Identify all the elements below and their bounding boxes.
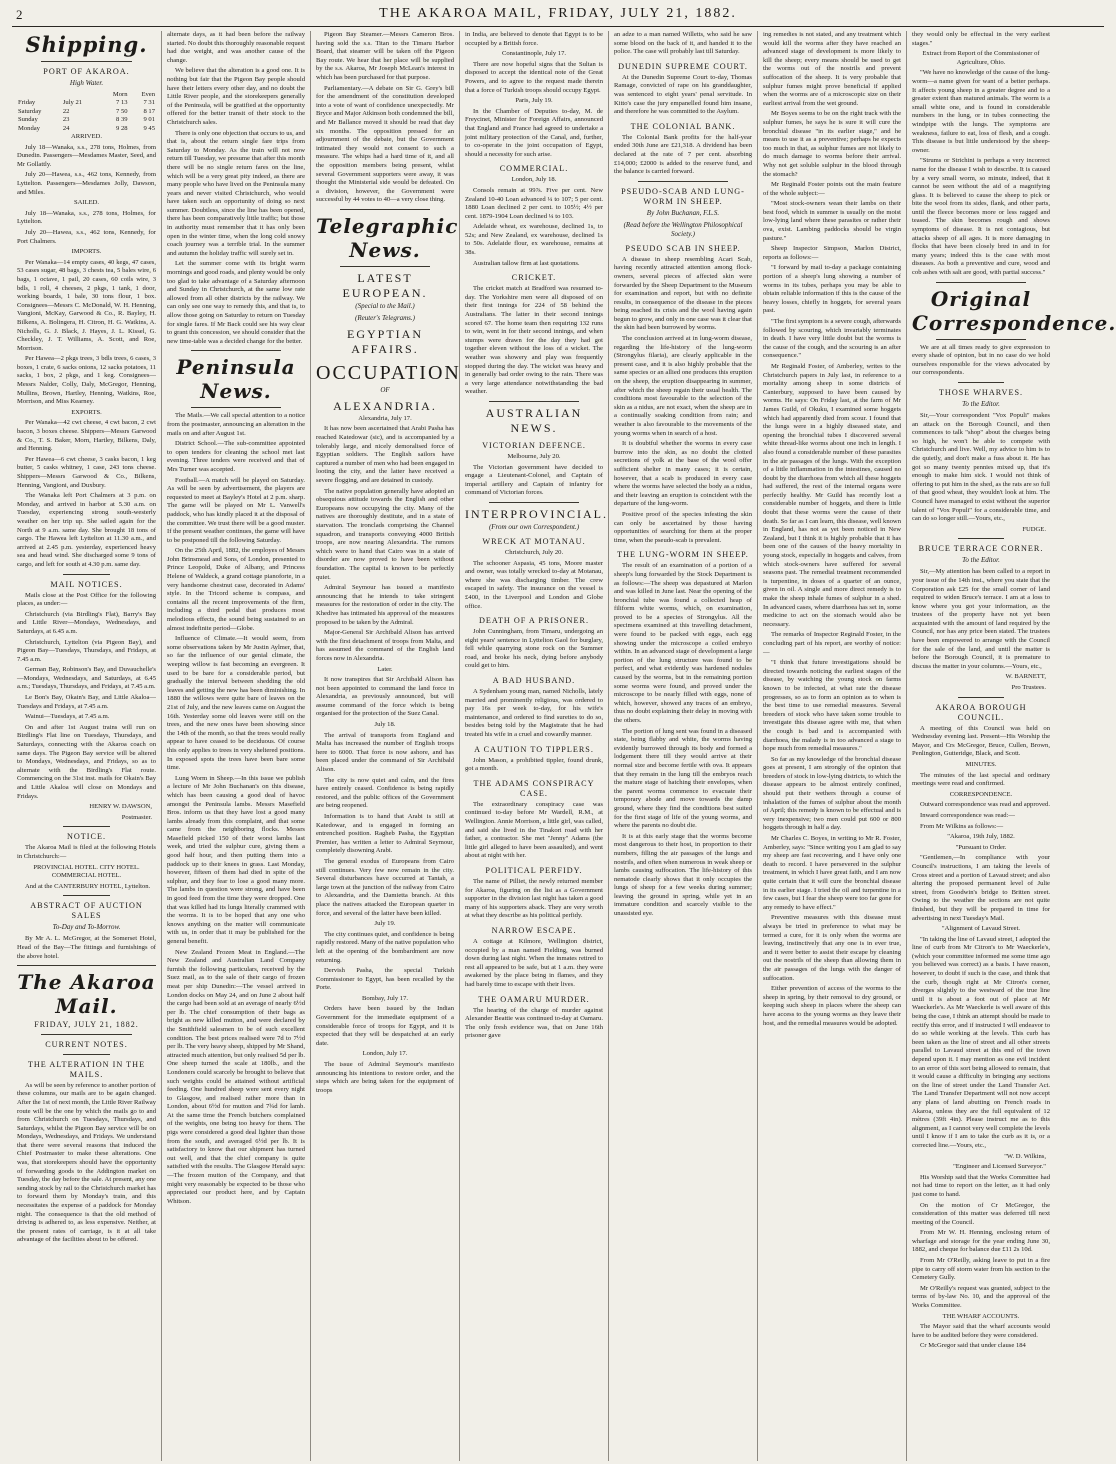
column-1 — [12, 31, 161, 1461]
article-paragraph: There are now hopeful signs that the Sultan is disposed to accept the identical note of the Great Powers, and to agree to the request made therein that a force of Turkish troops should occupy Egypt. — [465, 60, 603, 94]
tide-table — [17, 91, 156, 133]
article-paragraph: The Mayor said that the wharf accounts would have to be audited before they were considered. — [912, 1323, 1050, 1339]
mails-alteration-heading: THE ALTERATION IN THE MAILS. — [27, 1059, 146, 1079]
article-paragraph: The portion of lung sent was found in a diseased state, being flabby and white, the worms having evidently burrowed through its body and formed a lodgement there till they would arrive at their normal size and become fertile with ova. It appears that they remain in the lung till the embryos reach the mature stage of hatching their envelopes, when the parent worms commence to evacuate their temporary abode and move towards the damp ground, where they find the conditions best suited for the first stage of life of the young worms, and where the parents no doubt die. — [614, 727, 752, 830]
article-paragraph: The general exodus of Europeans from Cairo still continues. Very few now remain in the city. Several disturbances have occurred at Tantah, a large town at the junction of the railway from Cairo to Alexandria, and the Damietta branch. At this place the natives attacked the European quarter in force, and several of the latter have been killed. — [316, 857, 454, 917]
article-paragraph: Cr McGregor said that under clause 184 — [920, 1342, 1026, 1350]
mail-notice: German Bay, Robinson's Bay, and Duvauchelle's—Mondays, Wednesdays, and Saturdays, at 6.45 a.m.; Tuesdays, Thursdays, and Fridays, at 7.45 a.m. — [17, 666, 156, 691]
tide-day: Friday — [18, 99, 36, 107]
arrival-entry: July 18—Wanaka, s.s., 278 tons, Holmes, from Dunedin. Passengers—Mesdames Master, Seed, and Mr Gollattly. — [17, 143, 156, 168]
lung-worm-heading: PSEUDO-SCAB AND LUNG-WORM IN SHEEP. — [621, 186, 745, 206]
tide-even: 9 45 — [143, 124, 155, 132]
divider — [41, 61, 132, 62]
article-paragraph: It now transpires that Sir Archibald Alison has not been appointed to command the land force in Alexandria, as previously announced, but will assume command of the force which is being organised for the protection of the Suez Canal. — [316, 676, 454, 718]
lungworm-heading: THE LUNG-WORM IN SHEEP. — [617, 550, 749, 560]
article-paragraph: John Cunningham, from Timaru, undergoing an eight years' sentence in Lyttelton Gaol for burglary, fell while quarrying stone rock on the Summer road, and broke his neck, dying before anybody could get to him. — [465, 628, 603, 670]
tide-morn: 7 50 — [116, 107, 128, 115]
divider — [63, 826, 110, 827]
dateline: Christchurch, July 20. — [504, 548, 564, 556]
article-paragraph: We believe that the alteration is a good one. It is nothing but fair that the Pigeon Bay people should have their letters every other day, and no doubt the Little River people, and the storekeepers generally of the Peninsula, will be gratified at the opportunity offered for the better transit of their stock to the Christchurch sales. — [167, 67, 305, 126]
imports-label: IMPORTS. — [71, 248, 102, 256]
postmaster-name: HENRY W. DAWSON, — [89, 803, 152, 811]
article-paragraph: In the Chamber of Deputies to-day, M. de Freycinet, Minister for Foreign Affairs, announced that England and France had agreed to undertake a joint military protection of the Canal, and, further, to co-operate in the joint occupation of Egypt, should a necessity for such arise. — [465, 107, 603, 158]
divider — [63, 574, 110, 575]
to-the-editor: To the Editor. — [962, 556, 1000, 565]
wharves-heading: THOSE WHARVES. — [938, 388, 1024, 397]
postmaster-title: Postmaster. — [121, 813, 152, 821]
letter-text: "In taking the line of Lavaud street, I adopted the line of curb from Mr Citron's to Mr Waeckerle's, (which your committee informed me some time ago you believed was correct) as a basis. I have reason, however, to doubt if such is the case, and think that the curb, though right at Mr Citron's corner, diverges slightly to the westward of the true line until it is about a foot out of place at Mr Waeckerle's. As Mr Waeckerle is well aware of this being the case, I think an attempt should be made to rectify this error, and if instructed I will endeavor to do so while working at the levels. This curb has been taken as the line of street and all other streets parallel to Lavaud street at this end of the town depend upon it. I may mention as one evil incident to an error of this sort being allowed to remain, that it would cause a difficulty in bringing any sections on the line of street under the Land Transfer Act. The Land Transfer Department will not now accept any plans of land abutting on French roads in Akaroa, unless they are the full equivalent of 12 mètres (39ft 4in). Please instruct me as to this alignment, as I cannot very well complete the levels until I know if I am to take the curb as it is, or a corrected line.—Yours, etc., — [912, 935, 1050, 1149]
article-paragraph: Either prevention of access of the worms to the sheep in spring, by their removal to dry ground, or keeping such sheep in places where the sheep can have access to the young worms as they leave their host, and the remedial measures would be adopted. — [763, 985, 901, 1027]
news-item: District School.—The sub-committee appointed to open tenders for cleaning the school met last evening. Three tenders were received and that of Mrs Turner was accepted. — [167, 440, 305, 473]
dateline: July 18. — [374, 721, 396, 729]
bank-heading: THE COLONIAL BANK. — [630, 121, 736, 131]
article-paragraph: Let the summer come with its bright warm mornings and good roads, and plenty would be only too glad to take advantage of a Saturday afternoon and Sunday in Christchurch, at the same low rate allowed from all other districts by the railway. We can only see one way to remedy this, and that is, to allow those going on Saturday to return on Tuesday for single fares. If Mr Back could see his way clear to grant this concession, we should consider that the new time-table was a decided change for the better. — [167, 260, 305, 345]
article-paragraph: Mr Reginald Foster, of Amberley, writes to the Christchurch papers in July last, in reference to a mortality among sheep in some districts of Canterbury, supposed to have been caused by worms. He says: On Friday last, at the farm of Mr James Guild, of Okuku, I examined some hoggets which had apparently died from scour. I found that the lungs were in a highly diseased state, and opening the bronchial tubes I discovered several white thread-like worms about one inch in length. I also found a considerable number of these parasites in the air passages of the lungs. With the exception of a little inflammation in the intestines, caused no doubt by the diarrhoea from which all these hoggets had suffered, the rest of the internal organs were perfectly healthy. Mr Guild has recently lost a considerable number of hoggets, and there is little doubt that these worms were the cause of their death. So far as I can learn, this disease, well known in England, has not as yet been noticed in New Zealand, but I think it is highly probable that it has been one of the causes of the heavy mortality in young stock, especially in hoggets and calves, from which stock-owners have suffered for several seasons past. The remedial treatment recommended is turpentine, in doses of a quarter of an ounce, given in oil. A single and more direct remedy is to make the sheep inhale fumes of sulphur in a shed. In advanced cases, where diarrhoea has set in, some medicine to act on the stomach would also be necessary. — [763, 362, 901, 628]
high-water-label: High Water. — [69, 79, 104, 87]
wharf-accounts-label: THE WHARF ACCOUNTS. — [942, 1312, 1020, 1320]
report-source: Extract from Report of the Commissioner of Agriculture, Ohio. — [922, 50, 1040, 66]
article-paragraph: "I think that future investigations should be directed towards noticing the earliest stages of the disease, by watching the young stock on farms known to be infected, at what rate the disease progresses, so as to form an opinion as to when is the best time to use remedial measures. Several breeders of stock who have taken some trouble to investigate this disease agree with me, that when the cough is bad and is accompanied with diarrhoea, the malady is in too advanced a stage to hope much from remedial measures." — [763, 659, 901, 753]
tide-header: Morn — [112, 91, 128, 98]
article-paragraph: The Colonial Bank profits for the half-year ended 30th June are £21,318. A dividend has been declared at the rate of 7 per cent. absorbing £14,000; £2000 is added to the reserve fund, and the balance is carried forward. — [614, 133, 752, 176]
council-heading: AKAROA BOROUGH COUNCIL. — [935, 702, 1027, 722]
letter-date: "Akaroa, 19th July, 1882. — [947, 833, 1015, 841]
dateline: July 19. — [374, 920, 396, 928]
special-to-mail: (Special to the Mail.) — [355, 301, 415, 310]
article-paragraph: "The first symptom is a severe cough, afterwards followed by scouring, which invariably terminates in death. I have very little doubt but the worms is the cause of the cough, and the scouring is an after consequence." — [763, 318, 901, 360]
cricket-heading: CRICKET. — [511, 273, 557, 283]
lecture-author: By John Buchanan, F.L.S. — [646, 208, 720, 217]
mail-notice: On and after 1st August trains will run on Birdling's Flat line on Tuesdays, Thursdays, and Saturdays, connecting with the Akaroa coach on same days. The Pigeon Bay service will be altered to Mondays, Wednesdays, and Fridays, so as to alternate with the Birdling's Flat route. Commencing on the 31st inst. mails for Okain's Bay and Little Akaloa will close on Mondays and Fridays. — [17, 723, 156, 800]
news-item: Parliamentary.—A debate on Sir G. Grey's bill for the amendment of the constitution developed into a vote of want of confidence unexpectedly. Mr Bryce and Major Atkinson both condemned the bill, and Mr Ballance moved it should be read that day six months. The opposition pressed for an adjournment of the debate, but the Government intimated they would not consent to such a measure. The whips had a hard time of it, and all the opposition members being present, whilst several Government supporters were away, it was thought the Ministerial side would be defeated. On a division, however, the Government were successful by 44 votes to 40—a very close thing. — [316, 84, 454, 204]
article-paragraph: The city is now quiet and calm, and the fires have entirely ceased. Confidence is being rapidly restored, and the public offices of the Government are being reopened. — [316, 776, 454, 810]
lecture-source: (Read before the Wellington Philosophical Society.) — [623, 220, 743, 238]
correspondence-label: CORRESPONDENCE. — [949, 790, 1013, 798]
article-paragraph: As will be seen by reference to another portion of these columns, our mails are to be again changed. After the 1st of next month, the Little River Railway route will be the one by which the mails go to and from Christchurch on Tuesdays, Thursdays, and Saturdays, whilst the Pigeon Bay service will be on Mondays, Wednesdays, and Fridays. We understand that there were several reasons that induced the Chief Postmaster to make these alterations. One was, that storekeepers should have the opportunity of forwarding goods to the Addington market on Tuesday, the day before the sale. At present, any one sending stock by rail to the Christchurch market has to forward them by Monday's train, and this necessitates the expense of a paddock for Monday night. The consequence is that the old method of driving is adhered to, as less expensive. Neither, at the present rates of carriage, is it at all take advantage of the facilities about to be offered. — [17, 1081, 156, 1244]
letter-signature-title: "Engineer and Licensed Surveyor." — [953, 1163, 1046, 1171]
article-paragraph: From Mr O'Reilly, asking leave to put in a fire pipe to carry off storm water from his section to the Cemetery Gully. — [912, 1257, 1050, 1282]
article-paragraph: The issue of Admiral Seymour's manifesto announcing his intentions to restore order, and the steps which are being taken for the equipment of troops — [316, 1061, 454, 1094]
article-paragraph: The city continues quiet, and confidence is being rapidly restored. Many of the native population who left at the opening of the bombardment are now returning. — [316, 930, 454, 964]
tide-row — [17, 108, 156, 116]
page-title: THE AKAROA MAIL, FRIDAY, JULY 21, 1882. — [379, 6, 737, 21]
victorian-defence-heading: VICTORIAN DEFENCE. — [482, 440, 586, 450]
oamaru-heading: THE OAMARU MURDER. — [478, 994, 590, 1004]
tide-morn: 7 13 — [116, 99, 128, 107]
article-paragraph: ing remedies is not stated, and any treatment which would kill the worms after they have reached an advanced stage of development is more likely to kill the sheep; every means should be used to get the worms out of the nostrils and prevent suffocation of the sheep. It is very probable that sulphur fumes might prove beneficial if applied when the worms are of a microscopic size on their earliest arrival from the wet ground. — [763, 31, 901, 107]
tide-morn: 9 28 — [116, 124, 128, 132]
later-label: Later. — [377, 665, 393, 673]
column-2 — [161, 31, 310, 1461]
adams-heading: THE ADAMS CONSPIRACY CASE. — [473, 778, 595, 798]
tide-header — [62, 91, 99, 99]
article-paragraph: The conclusion arrived at in lung-worm disease, regarding the life-history of the lung-worm (Strongylus filaria), are clearly applicable in the present case, and it is also highly probable that the same species or an allied one produces this eruption on the sheep, the eruption disappearing in summer, after which the sheep regain their usual health. The conditions most favourable to the selection of the skin as a nidus, are not exact, when the sheep are in a continually soaking condition from rain; and weather is also favourable to the movements of the young worms when in search of a host. — [614, 335, 752, 437]
article-paragraph: From Mr W. H. Henning, enclosing return of wharfage and storage for the year ending June 30, 1882, and cheque for balance due £11 2s 10d. — [912, 1229, 1050, 1254]
sailing-entry: July 18—Wanaka, s.s., 278 tons, Holmes, for Lyttelton. — [17, 209, 156, 226]
interprovincial-heading: INTERPROVINCIAL. — [465, 506, 608, 521]
news-item: New Zealand Frozen Meat in England.—The New Zealand and Australian Land Company furnish the following particulars, received by the Suez mail, as to the sale of their cargo of frozen meat per ship Dunedin:—The vessel arrived in London docks on May 24, and on June 2 about half the cargo had been sold at an average of nearly 6½d per lb. The chief consumption of their bags as bright as new killed mutton, and were declared by the Smithfield salesmen to be of such excellent condition. The best prices realised were 7d to 7½d per lb. The very heavy sheep, shipped by Mr Shand, attracted much attention, but only realised 5d per lb. One sheep turned the scale at 180lb., and the Londoners could scarcely be brought to believe that such weights could be attained without artificial feeding. One hundred sheep were sent every night to Glasgow, and realised rather more than in London, about 6½d for mutton and 7¾d for lamb. At the same time the French butchers complained of the weights, one being too heavy for them. The pigs were considered a good deal lighter than those from the south, and averaged 6½d per lb. It is satisfactory to know that our shipment has turned out well, and that the chief company is quite satisfied with the results. The Glasgow Herald says:—The frozen mutton of the Company, and that might very reasonably be expected to be those who appreciated our product here, and by Captain Whitson. — [167, 948, 305, 1205]
article-paragraph: "I forward by mail to-day a package containing portion of a sheep's lung showing a number of worms in its tubes, perhaps you may be able to obtain reliable information if this is the cause of the heavy losses, chiefly in hoggets, for several years past. — [763, 264, 901, 315]
article-paragraph: A Sydenham young man, named Nicholls, lately married and prominently religious, was ordered to pay 16s per week to-day, for his wife's maintenance, and ordered to find sureties to do so, besides being told by the Magistrate that he had treated his wife in a cruel and cowardly manner. — [465, 688, 603, 739]
tide-morn: 8 39 — [116, 116, 128, 124]
arrived-label: ARRIVED. — [71, 133, 102, 141]
news-item: On the 25th April, 1882, the employes of Messrs John Brinsmead and Sons, of London, presented to Prince Leopold, Duke of Albany, and Princess Helene of Waldeck, a grand cottage pianoforte, in a very handsome chestnut case, decorated in Adams' style. In the Tricord scheme is compass, and contains all the recent improvements of the firm, including a third pedal that produces most melodious effects, the sound being sustained to an almost indefinite period—Globe. — [167, 547, 305, 632]
tide-date: 24 — [62, 124, 70, 132]
letter-signature: "W. D. Wilkins, — [1004, 1152, 1046, 1160]
notice-heading: NOTICE. — [66, 832, 107, 842]
article-paragraph: The native population generally have adopted an obsequious attitude towards the English and other Europeans now occupying the city. Many of the natives are thoroughly destitute, and in a state of starvation. The ironclads comprising the Channel squadron, and transports conveying 4000 British troops, are now nearing Alexandria. The rumors which were to hand that Cairo was in a state of disorder are now proved to have been without foundation. The capital is known to be perfectly quiet. — [316, 487, 454, 581]
letter-text: Sir,—Your correspondent "Vox Populi" makes an attack on the Borough Council, and then commences to talk "shop" about the charges being so high, he won't be able to compete with Christchurch and live. Well, my advice to him is to die quietly, and don't make a fuss about it. He has got so many twenty pennies mixed up, that it's enough to make him sick. I would not think of offering to put him in the shed, as the rats are so full of that good wheat, they wouldn't look at him. The Council have managed to exist without the superior talent of "Vox Populi" for a considerable time, and can do so longer still.—Yours, etc., — [912, 412, 1050, 523]
commercial-heading: COMMERCIAL. — [499, 164, 569, 174]
news-item: The Mails.—We call special attention to a notice from the postmaster, announcing an alteration in the mails on and after August 1st. — [167, 412, 305, 437]
tide-day: Saturday — [18, 107, 42, 115]
shipping-note: The Wanaka left Port Chalmers at 3 p.m. on Monday, and arrived in harbor at 5.30 a.m. on Tuesday, experiencing strong south-westerly weather on her trip up. She sailed again for the North at 9 a.m. same day. She brought 18 tons of cargo. The Hawea left Lyttelton at 11.30 a.m., and arrived at 2.45 p.m. yesterday, experienced heavy sea and head wind. She discharged some 9 tons of cargo, and left for south at 4.30 p.m. same day. — [17, 492, 156, 568]
letter-text: Sir,—My attention has been called to a report in your issue of the 14th inst., where you state that the Corporation ask £25 for the small corner of land required to widen Bruce's terrace. I am at a loss to know where you got your information, as the trustees of the property have not yet been acquainted with the amount of land required by the Council, nor has any price been stated. The trustees have been empowered to arrange with the Council for the sale of the land, and until the matter is before the Borough Council, it is premature to discuss the matter in your columns.—Yours, etc., — [912, 568, 1050, 670]
sailed-label: SAILED. — [73, 199, 100, 207]
australian-news-heading: AUSTRALIAN NEWS. — [485, 405, 583, 435]
dateline: Paris, July 19. — [515, 97, 553, 105]
divider — [936, 339, 1026, 340]
to-the-editor: To the Editor. — [962, 400, 1000, 408]
article-paragraph: The extraordinary conspiracy case was continued to-day before Mr Wardell, R.M., at Wellington. Annie Morrison, a little girl, was called, and said she lived in the Tinakori road with her father, a contractor. She met "Jenny" Adams (the little girl alleged to have been assaulted), and went about at night with her. — [465, 800, 603, 860]
exports-entry: Per Hawea—6 cwt cheese, 3 casks bacon, 1 keg butter, 5 casks whitney, 1 case, 243 tons cheese. Shippers—Messrs Garwood & Co., Bilkens, Henning, Vangioni, and Duxbury. — [17, 455, 156, 489]
divider — [340, 266, 430, 267]
article-paragraph: Mr Charles C. Boyes, in writing to Mr R. Foster, Amberley, says: "Since writing you I am glad to say my sheep are fast recovering, and I have only one death to record. I have persevered in the sulphur treatment, in which I have great faith, and I am now quite certain that it will cure the bronchial disease in its earlier stage. I tried the oil and turpentine in a few cases, but I fear the sheep were too far gone for any remedy to have effect." — [763, 835, 901, 911]
arrival-entry: July 20—Hawea, s.s., 462 tons, Kennedy, from Lyttelton. Passengers—Mesdames Jolly, Dawson, and Miles. — [17, 171, 156, 196]
article-paragraph: they would only be effectual in the very earliest stages." — [912, 31, 1050, 47]
mail-notice: Mails close at the Post Office for the following places, as under:— — [17, 591, 156, 608]
sailing-entry: July 20—Hawea, s.s., 462 tons, Kennedy, for Port Chalmers. — [17, 228, 156, 245]
divider — [17, 965, 156, 966]
of-label: OF — [380, 385, 390, 394]
tide-day: Sunday — [18, 116, 38, 124]
article-paragraph: A cottage at Kilmore, Wellington district, occupied by a man named Fielding, was burned down during last night. When the inmates retired to rest all appeared to be safe, but at 1 a.m. they were awakened by the place being in flames, and they had barely time to escape with their lives. — [465, 937, 603, 988]
peninsula-news-title: Peninsula News. — [176, 355, 296, 404]
news-item: Football.—A match will be played on Saturday. As will be seen by advertisement, the players are requested to meet at Bayley's Hotel at 2 p.m. sharp. The game will be played on Mr L. Vanwell's paddock, who has kindly placed it at the disposal of the committee. We trust there will be a good muster. If the present weather continues, the game will have to be postponed till the following Saturday. — [167, 476, 305, 544]
divider — [340, 209, 430, 210]
notice-text: The Akaroa Mail is filed at the following Hotels in Christchurch:— — [17, 844, 156, 860]
tide-day: Monday — [18, 124, 40, 132]
letter-sub: "Pursuant to Order. — [955, 843, 1007, 851]
article-paragraph: A disease in sheep resembling Acari Scab, having recently attracted attention among flock-owners, several pieces of affected skin were forwarded by the Sheep Department to the Museum for examination and report, but with no definite results, in consequence of the disease in the pieces being reached its crisis and the wool having again begun to grow, and only in one case was it clear that the skin had been burrowed by worms. — [614, 255, 752, 332]
auction-text: By Mr A. L. McGregor, at the Somerset Hotel, Head of the Bay—The fittings and furnishings of the above hotel. — [17, 935, 156, 960]
article-paragraph: It is at this early stage that the worms become most dangerous to their host, in proportion to their numbers, filling the air passages of the lungs and nostrils, and often when numerous in weak sheep or lambs causing suffocation. The life-history of this nematode clearly shows that it only occupies the lungs of sheep for a few weeks during summer; leaving the ground in spring, while yet in an immature condition and scarcely visible to the unassisted eye. — [614, 832, 752, 918]
article-paragraph: Mr Reginald Foster points out the main feature of the whole subject:— — [763, 181, 901, 197]
divider — [958, 697, 1004, 698]
article-paragraph: Preventive measures with this disease must always be tried in preference to what may be termed a cure, for it is only when the worms are leaving, instinctively that any one is in ever true, and it were better to assist their escape by cleaning out the nostrils of the sheep than allowing them in the air passages of the lungs with the danger of suffocation. — [763, 914, 901, 982]
tide-date: 22 — [62, 107, 70, 115]
imports-entry: Per Wanaka—14 empty cases, 40 kegs, 47 cases, 53 cases sugar, 48 bags, 3 chests tea, 5 bales wire, 6 bags, 1 octave, 1 pail, 20 cases, 60 coils wire, 3 bdls, 1 roll, 4 cheeses, 2 pkgs, 1 tank, 1 door, working boards, 1 bale, 30 tons flour, 1 box. Consignees—Messrs C. McDonald, W. H. Henning, Vangioni, McKay, Garwood & Co., R. Bayley, H. Bilkens, A. Bolingera, H. Citron, H. G. Watkins, A. Nicholls, G. J. Black, J. Hayes, J. L. Kissel, G. Checkley, J. T. Williams, A. Scott, and Roe, Morrison. — [17, 258, 156, 352]
article-paragraph: The cricket match at Bradford was resumed to-day. The Yorkshire men were all disposed of on their first innings for 224 of 58 behind the Australians. The latter in their second innings scored 67. The home team then requiring 132 runs to win, went in for their second innings, and when stumps were drawn for the day they had got together eleven without the loss of a wicket. The weather was showery and play was frequently stopped during the day. The wicket was heavy and in generally bad order owing to the rain. There was a very large attendance notwithstanding the bad weather. — [465, 285, 603, 396]
port-heading: PORT OF AKAROA. — [43, 67, 130, 76]
article-paragraph: From Mr Wilkins as follows:— — [920, 822, 1004, 830]
article-paragraph: His Worship said that the Works Committee had not had time to report on the letter, as it had only just come to hand. — [912, 1173, 1050, 1198]
mail-notices-heading: MAIL NOTICES. — [50, 579, 123, 589]
divider — [63, 895, 110, 896]
dateline: Melbourne, July 20. — [507, 452, 561, 460]
article-paragraph: "Strums or Strichini is perhaps a very incorrect name for the disease I wish to describe. It is caused by a very small worm, so minute, indeed, that it cannot be seen without the aid of a magnifying glass. It is believed to cause the sheep to pick or bite the wool from its sides, flank, and other parts, until the fleece becomes more or less ragged and teased. The skin becomes rough and shows symptoms of disease. It is not contagious, but attacks sheep of all ages. It is more damaging in flocks that have been closely bred in and in for many years; indeed this is the case with most diseases. As both a preventive and cure, wood and cob ashes with salt are good, with partial success." — [912, 157, 1050, 277]
latest-european-heading: LATEST EUROPEAN. — [342, 270, 428, 300]
article-paragraph: The minutes of the last special and ordinary meetings were read and confirmed. — [912, 771, 1050, 788]
article-paragraph: Dervish Pasha, the special Turkish Commissioner to Egypt, has been recalled by the Porte. — [316, 967, 454, 992]
husband-heading: A BAD HUSBAND. — [492, 676, 576, 686]
telegraphic-news-title: Telegraphic News. — [316, 213, 459, 262]
article-paragraph: Adelaide wheat, ex warehouse, declined 1s, to 52s; and New Zealand, ex warehouse, declined 1s to 50s. Adelaide flour, ex warehouse, remains at 38s. — [465, 223, 603, 257]
mail-notice: Christchurch, Lyttelton (via Pigeon Bay), and Pigeon Bay—Tuesdays, Thursdays, and Fridays, at 7.45 a.m. — [17, 638, 156, 663]
article-paragraph: Orders have been issued by the Indian Government for the immediate equipment of a considerable force of troops for Egypt, and it is expected that they will be despatched at an early date. — [316, 1005, 454, 1047]
article-paragraph: Positive proof of the species infesting the skin can only be ascertained by those having opportunities of searching for them at the proper time, when the pseudo-scab is prevalent. — [614, 510, 752, 544]
article-paragraph: A meeting of this Council was held on Wednesday evening last. Present—His Worship the Mayor, and Crs McGregor, Bruce, Cullen, Brown, Penlington, Gutteridge, Black, and Scott. — [912, 724, 1050, 758]
article-paragraph: in India, are believed to denote that Egypt is to be occupied by a British force. — [465, 31, 603, 47]
occupation-heading: OCCUPATION — [316, 361, 461, 384]
article-paragraph: It has now been ascertained that Arabi Pasha has reached Katedowar (sic), and is accompanied by a tolerably large, and nicely demoralised force of Egyptian soldiers. The English sailors have captured a number of men who had been engaged in looting the city, and the latter have received a severe flogging, and are detained in custody. — [316, 425, 454, 485]
reuters-label: (Reuter's Telegrams.) — [355, 313, 415, 322]
divider — [936, 282, 1026, 283]
letter-signature: FUDGE. — [1022, 525, 1046, 533]
letter-sub: "Alignment of Lavaud Street. — [941, 925, 1021, 933]
egyptian-affairs-heading: EGYPTIAN AFFAIRS. — [347, 326, 423, 356]
dateline: Constantinople, July 17. — [501, 50, 567, 58]
letter-text: "Gentlemen,—In compliance with your Council's instructions, I am taking the levels of Cross street and a portion of Lavaud street; and also altering the proposed permanent level of Julie street, from Goodwin's bridge to Britten street. Owing to the weather the sections are not quite finished, but they will be prepared in time for advertising in next Tuesday's Mail. — [912, 854, 1050, 922]
bruce-terrace-heading: BRUCE TERRACE CORNER. — [918, 544, 1044, 554]
article-paragraph: The Victorian government have decided to engage a Lieutenant-Colonel, and Captain of imperial artillery and Captain of infantry for command of Victorian forces. — [465, 463, 603, 497]
interprovincial-sub: (From our own Correspondent.) — [488, 522, 580, 531]
death-heading: DEATH OF A PRISONER. — [478, 616, 590, 626]
divider — [958, 538, 1004, 539]
wreck-heading: WRECK AT MOTANAU. — [482, 536, 586, 546]
article-paragraph: "We have no knowledge of the cause of the lung-worm—a name given for want of a better perhaps. It affects young sheep in a greater degree and to a greater extent than matured animals. The worm is a small white one, and is found in considerable numbers in the lung, or in tubes connecting the windpipe with the lungs. The symptoms are weakness, failure to eat, loss of flesh, and a cough. This disease is but little understood by the sheep-owner. — [912, 69, 1050, 154]
article-paragraph: an adze to a man named Willetts, who said he saw some blood on the back of it, and handed it to the police. The case will probably last till Saturday. — [614, 31, 752, 56]
tide-row — [17, 99, 156, 107]
column-5 — [608, 31, 757, 1461]
political-heading: POLITICAL PERFIDY. — [485, 865, 583, 875]
tide-row — [17, 125, 156, 133]
article-paragraph: John Mason, a prohibited tippler, found drunk, got a month. — [465, 756, 603, 773]
divider — [191, 407, 281, 408]
notice-hotels: PROVINCIAL HOTEL. CITY HOTEL. COMMERCIAL HOTEL. — [33, 863, 140, 880]
columns — [12, 31, 1116, 1461]
article-paragraph: Inward correspondence was read:— — [920, 811, 1016, 819]
minutes-label: MINUTES. — [965, 761, 997, 768]
tide-date: 23 — [62, 116, 70, 124]
mail-notice: Christchurch (via Birdling's Flat), Barry's Bay and Little River—Mondays, Wednesdays, and Saturdays, at 6.45 a.m. — [17, 610, 156, 635]
auction-sub: To-Day and To-Morrow. — [52, 923, 121, 932]
article-paragraph: On the motion of Cr McGregor, the consideration of this matter was deferred till next meeting of the Council. — [912, 1201, 1050, 1226]
letter-signature-title: Pro Trustees. — [1011, 684, 1046, 692]
column-3 — [310, 31, 459, 1461]
divider — [638, 181, 728, 182]
article-paragraph: Mr Boyes seems to be on the right track with the sulphur fumes, he says he is sure it will cure the bronchial disease "in its earlier stage," and he means to use it as a preventive; perhaps he expects too much in that, as sulphur fumes are not likely to do much damage to worms before their arrival. Why not get soluble sulphur in the blood through the stomach? — [763, 110, 901, 178]
letter-signature: W. BARNETT, — [1005, 673, 1046, 681]
tide-row — [17, 116, 156, 124]
pseudo-scab-heading: PSEUDO SCAB IN SHEEP. — [625, 243, 741, 253]
article-paragraph: The result of an examination of a portion of a sheep's lung forwarded by the Stock Department is as follows:—The sheep was depastured at Marlon and was killed in June last. Near the opening of the bronchial tube was found a collected heap of filiform white worms, which, on examination, proved to be a species of Strongylus. All the specimens examined at this travelling detachment, were found to be packed with eggs, each egg showing under the microscope a coiled embryo within. In an advanced stage of development a large portion of the lung structure was found to be perfect, and what evidently was hardened nodules caused by the worms, but in the remaining portion some worms were found, and proved under the microscope to be nearly filled with eggs, none of which, however, showed any traces of an embryo, thus no doubt explaining their delay in moving with the others. — [614, 562, 752, 724]
exports-entry: Per Wanaka—42 cwt cheese, 4 cwt bacon, 2 cwt bacon, 3 boxes cheese. Shippers—Messrs Garwood & Co., T. S. Baker, Morn, Hartley, Bilkens, Daly, and Henning. — [17, 419, 156, 453]
article-paragraph: Information is to hand that Arabi is still at Katedowar, and is engaged in forming an entrenched position. Ragheb Pasha, the Egyptian Premier, has written a letter to Admiral Seymour, completely disowning Arabi. — [316, 813, 454, 855]
auction-heading: ABSTRACT OF AUCTION SALES — [30, 901, 143, 921]
tide-header-row — [17, 91, 156, 99]
tide-header — [17, 91, 62, 99]
shipping-title: Shipping. — [25, 32, 148, 57]
news-item: Lung Worm in Sheep.—In this issue we publish a lecture of Mr John Buchanan's on this disease, which has been causing a good deal of havoc amongst the Peninsula lambs. Messrs Masefield Bros. inform us that they have lost a good many lambs already from this complaint, and that some came from the neighboring flocks. Messrs Masefield picked 150 of their worst lambs last week, and tried the sulphur cure, giving them a good half hour, and then putting them into a paddock up to their knees in grass. Last Monday, however, fifteen of them had died in spite of the sulphur, and they fear to lose a good many more. The lambs in question were strong, and have been in good feed from the time they were dropped. One that was killed had its lungs literally crammed with the worms. It is to be hoped that any one who knows anything on the matter will communicate with us, in order that it may be published for the general benefit. — [167, 774, 305, 945]
paper-date: FRIDAY, JULY 21, 1882. — [34, 1020, 139, 1030]
correspondence-title: Original Correspondence. — [912, 286, 1116, 335]
imports-entry: Per Hawea—2 pkgs trees, 3 bdls trees, 6 cases, 3 boxes, 1 crate, 6 sacks onions, 12 sacks potatoes, 11 sacks, 1 box, 2 pkgs, and 1 keg. Consignees—Messrs Nalder, Colly, Daly, McGregor, Henning, Mullins, Brown, Hartley, Henning, Watkins, Roe, Morrison, and Miss Kearney. — [17, 355, 156, 406]
article-paragraph: There is only one objection that occurs to us, and that is, about the return single fare trips from Saturday to Monday. As the train will not now return till Tuesday, we presume that after this month there will be no single return fares on the line, which will be a very great pity indeed, as there are many people who have lived on the Peninsula many years and never visited Christchurch, who would have taken such an opportunity of doing so next summer. Doubtless, since the line has been opened, there has been comparatively little traffic; but those in authority must remember that it has only been open in the winter time, when the long cold snowy coach journey was a terrible trial. In the summer and autumn the holiday traffic will surely set in. — [167, 129, 305, 257]
article-paragraph: At the Dunedin Supreme Court to-day, Thomas Ramage, convicted of rape on his granddaughter, was sentenced to eight years' penal servitude. In Kitto's case the jury empanelled found him insane, and therefore he was committed to the Asylum. — [614, 73, 752, 116]
tide-date: July 21 — [62, 99, 83, 107]
tide-header: Even — [141, 91, 155, 98]
article-paragraph: So far as my knowledge of the bronchial disease goes at present, I am strongly of the opinion that breeders of stock in low-lying districts, to which the disease appears to be almost entirely confined, should put their wethers through a course of inhalation of the fumes of sulphur about the month of April; this remedy is known to be effectual and is very inexpensive; two men could put 600 or 800 hoggets through in half a day. — [763, 755, 901, 832]
column-4 — [459, 31, 608, 1461]
mail-notice: Le Bon's Bay, Okain's Bay, and Little Akaloa—Tuesdays and Fridays, at 7.45 a.m. — [17, 694, 156, 710]
dateline: London, July 18. — [511, 176, 557, 184]
divider — [41, 1034, 132, 1035]
paper-title: The Akaroa Mail. — [17, 970, 156, 1019]
divider — [489, 502, 579, 503]
article-paragraph: The arrival of transports from England and Malta has increased the number of English troops here to 6000. That force is now ashore, and has been placed under the command of Sir Archibald Alison. — [316, 731, 454, 774]
tide-even: 7 31 — [143, 99, 155, 107]
article-paragraph: Consols remain at 99⅞. Five per cent. New Zealand 10-40 Loan advanced ¼ to 107; 5 per cent. 1880 Loan declined 2 per cent. to 105½; 4½ per cent. 1879-1904 Loan declined ¼ to 103. — [465, 186, 603, 220]
editor-note: We are at all times ready to give expression to every shade of opinion, but in no case do we hold ourselves responsible for the views advocated by our correspondents. — [912, 343, 1050, 377]
column-7 — [906, 31, 1116, 1461]
article-paragraph: It is doubtful whether the worms in every case burrow into the skin, as no doubt the clotted secretions of yolk at the base of the wool offer sufficient shelter in many cases; it is certain, however, that a scab is produced in every case where the worms have selected the body as a nidus, and their leaving an eruption is coincident with the departure of the lung-worm. — [614, 440, 752, 508]
divider — [63, 1054, 110, 1055]
article-paragraph: The remarks of Inspector Reginald Foster, in the concluding part of his report, are worthy of notice:— — [763, 631, 901, 656]
news-item: Influence of Climate.—It would seem, from some observations taken by Mr Justin Aylmer, that, so far the influence of our genial climate, the weeping willow is fast becoming an evergreen. It used to be bare for a considerable period, but gradually the interval between shedding the old leaves and getting the new has been diminishing. In 1880 the willows were quite bare of leaves on the 21st of July, and the new leaves came on August the 16th. Yesterday some old leaves were still on the trees, and the new ones have been showing since the 14th of the month, so that the trees would really appear to have ceased to be deciduous. Of course this only applies to trees in very sheltered positions. In exposed spots the trees have been bare some time. — [167, 635, 305, 772]
article-paragraph: Mr O'Reilly's request was granted, subject to the terms of by-law No. 10, and the approval of the Works Committee. — [912, 1284, 1050, 1310]
dateline: London, July 17. — [362, 1050, 408, 1058]
court-heading: DUNEDIN SUPREME COURT. — [618, 61, 748, 71]
article-paragraph: The hearing of the charge of murder against Alexander Beattie was continued to-day at Oamaru. The only fresh evidence was, that on June 16th prisoner gave — [465, 1006, 603, 1040]
article-paragraph: Australian tallow firm at last quotations. — [473, 259, 580, 267]
article-paragraph: "Most stock-owners wean their lambs on their best food, which in summer is usually on the moist low-lying land where these parasites or rather their ova, exist. Lambing paddocks should be virgin pasture." — [763, 200, 901, 242]
article-paragraph: Major-General Sir Archibald Alison has arrived with the first detachment of troops from Malta, and has assumed the command of the English land forces now in Alexandria. — [316, 629, 454, 662]
mail-notice: Wainui—Tuesdays, at 7.45 a.m. — [25, 713, 110, 721]
dateline: Alexandria, July 17. — [358, 414, 412, 422]
alexandria-heading: ALEXANDRIA. — [333, 398, 437, 413]
narrow-escape-heading: NARROW ESCAPE. — [491, 925, 577, 935]
article-paragraph: alternate days, as it had been before the railway started. No doubt this thoroughly reasonable request had due weight, and was another cause of the change. — [167, 31, 305, 64]
notice-text: And at the CANTERBURY HOTEL, Lyttelton. — [25, 882, 151, 890]
dateline: Bombay, July 17. — [361, 994, 409, 1002]
news-item: Pigeon Bay Steamer.—Messrs Cameron Bros. having sold the s.s. Titan to the Timaru Harbor Board, that steamer will be taken off the Pigeon Bay route. We hear that her place will be supplied by the s.s. Akaroa, Mr Joseph McLean's interest in which has been purchased for that purpose. — [316, 31, 454, 81]
article-paragraph: The name of Pilliet, the newly returned member for Akaroa, figuring on the list as a Government supporter in the division last night has taken a good many of his supporters aback. They are very wroth at what they describe as his political perfidy. — [465, 877, 603, 920]
article-paragraph: Admiral Seymour has issued a manifesto announcing that he intends to take stringent measures for the restoration of order in the city. The Khedive has intimated his approval of the measures proposed to be taken by the Admiral. — [316, 584, 454, 626]
column-6 — [757, 31, 906, 1461]
article-paragraph: The schooner Aspasia, 45 tons, Moore master and owner, was totally wrecked to-day at Motanau, where she was discharging timber. The crew escaped in safety. The insurance on the vessel is £400, in the Liverpool and London and Globe office. — [465, 559, 603, 610]
masthead — [12, 4, 1104, 27]
divider — [489, 401, 579, 402]
tide-even: 8 17 — [143, 107, 155, 115]
tipplers-heading: A CAUTION TO TIPPLERS. — [474, 744, 594, 754]
page-number: 2 — [16, 7, 23, 22]
tide-even: 9 01 — [143, 116, 155, 124]
exports-label: EXPORTS. — [71, 408, 102, 416]
divider — [191, 350, 281, 351]
article-paragraph: Outward correspondence was read and approved. — [920, 801, 1050, 809]
current-notes-heading: CURRENT NOTES. — [45, 1039, 128, 1049]
article-paragraph: Sheep Inspector Simpson, Marlon District, reports as follows:— — [763, 245, 901, 261]
divider — [958, 382, 1004, 383]
